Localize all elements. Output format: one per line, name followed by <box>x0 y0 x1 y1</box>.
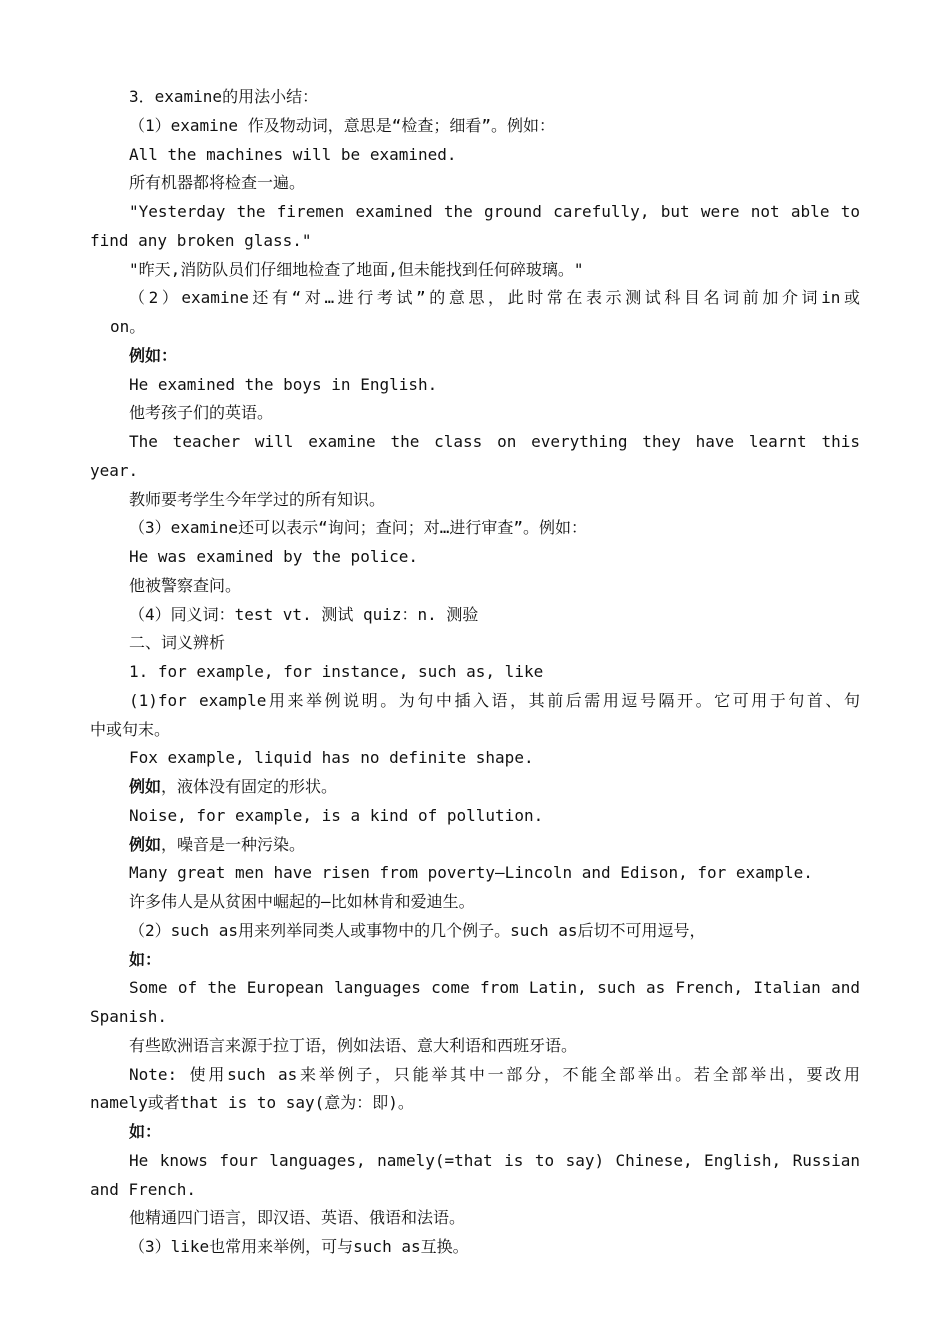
usage-point: （2）examine还有“对…进行考试”的意思，此时常在表示测试科目名词前加介词in或 <box>129 288 860 307</box>
example-sentence: He knows four languages, namely(=that is to say) Chinese, English, Russian <box>129 1151 860 1170</box>
note: namely或者that is to say(意为：即)。 <box>90 1093 414 1112</box>
translation: 他被警察查问。 <box>129 576 242 595</box>
translation <box>129 773 860 802</box>
usage-point: （2）such as用来列举同类人或事物中的几个例子。such as后切不可用逗号， <box>129 921 706 940</box>
note: Note: 使用such as来举例子，只能举其中一部分，不能全部举出。若全部举出，要改用 <box>129 1065 860 1084</box>
usage-point: （1）examine 作及物动词，意思是“检查；细看”。例如： <box>129 116 555 135</box>
example-label: 例如 <box>129 835 162 854</box>
example-sentence: Some of the European languages come from Latin, such as French, Italian and <box>129 978 860 997</box>
usage-point: （3）examine还可以表示“询问；查问；对…进行审查”。例如： <box>129 518 587 537</box>
example-label: 如： <box>129 1122 162 1141</box>
example-label: 例如： <box>129 346 178 365</box>
example-sentence: year. <box>90 461 139 480</box>
translation: 他精通四门语言，即汉语、英语、俄语和法语。 <box>129 1208 466 1227</box>
translation: 有些欧洲语言来源于拉丁语，例如法语、意大利语和西班牙语。 <box>129 1036 578 1055</box>
synonyms: （4）同义词：test vt. 测试 quiz：n. 测验 <box>129 605 479 624</box>
translation: 所有机器都将检查一遍。 <box>129 173 306 192</box>
translation-text: ，噪音是一种污染。 <box>161 835 306 854</box>
section-heading: 二、词义辨析 <box>129 633 226 652</box>
usage-point: 中或句末。 <box>90 720 171 739</box>
example-sentence: He examined the boys in English. <box>129 375 438 394</box>
section-heading: 3．examine的用法小结： <box>129 87 319 106</box>
example-sentence: "Yesterday the firemen examined the ground carefully, but were not able to <box>129 202 860 221</box>
example-sentence: and French. <box>90 1180 196 1199</box>
example-sentence: Many great men have risen from poverty—Lincoln and Edison, for example. <box>129 863 813 882</box>
translation: 许多伟人是从贫困中崛起的—比如林肯和爱迪生。 <box>129 892 475 911</box>
translation: 教师要考学生今年学过的所有知识。 <box>129 490 386 509</box>
example-sentence: Spanish. <box>90 1007 168 1026</box>
translation <box>129 831 860 860</box>
usage-point: （3）like也常用来举例，可与such as互换。 <box>129 1237 469 1256</box>
example-sentence: The teacher will examine the class on everything they have learnt this <box>129 432 860 451</box>
usage-point: (1)for example用来举例说明。为句中插入语，其前后需用逗号隔开。它可用于句首、句 <box>129 691 860 710</box>
example-sentence: All the machines will be examined. <box>129 145 457 164</box>
translation: "昨天,消防队员们仔细地检查了地面,但未能找到任何碎玻璃。" <box>129 260 584 279</box>
usage-point: on。 <box>110 317 146 336</box>
example-label: 如： <box>129 950 162 969</box>
translation-text: ，液体没有固定的形状。 <box>161 777 338 796</box>
example-sentence: Fox example, liquid has no definite shape. <box>129 748 534 767</box>
example-sentence: find any broken glass." <box>90 231 312 250</box>
subsection-heading: 1. for example, for instance, such as, like <box>129 662 544 681</box>
example-sentence: He was examined by the police. <box>129 547 418 566</box>
example-sentence: Noise, for example, is a kind of pollution. <box>129 806 544 825</box>
translation: 他考孩子们的英语。 <box>129 403 274 422</box>
example-label: 例如 <box>129 777 162 796</box>
